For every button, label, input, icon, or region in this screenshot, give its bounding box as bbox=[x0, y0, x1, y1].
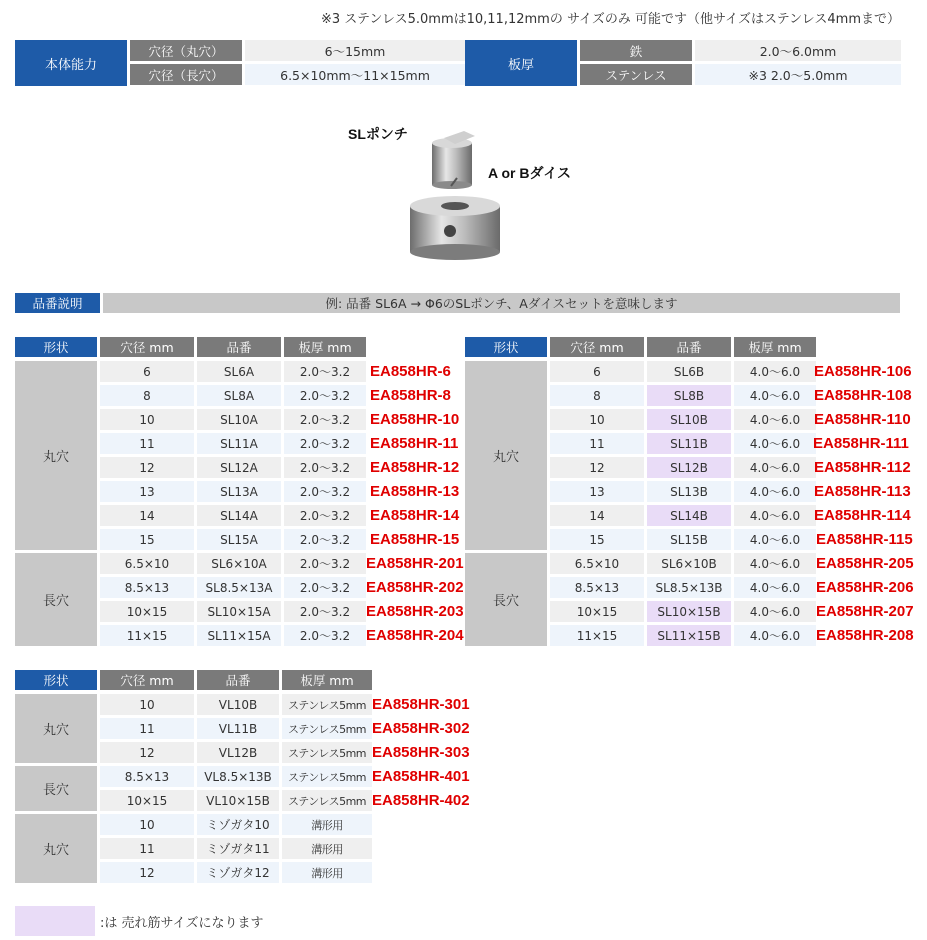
thickness-cell: 2.0〜3.2 bbox=[284, 505, 366, 526]
order-code: EA858HR-6 bbox=[370, 362, 451, 380]
header-part: 品番 bbox=[647, 337, 731, 357]
thickness-cell: 4.0〜6.0 bbox=[734, 457, 816, 478]
size-cell: 10×15 bbox=[550, 601, 644, 622]
order-code: EA858HR-206 bbox=[816, 578, 914, 596]
thickness-cell: 2.0〜3.2 bbox=[284, 433, 366, 454]
size-cell: 10 bbox=[550, 409, 644, 430]
explanation-text: 例: 品番 SL6A → Φ6のSLポンチ、Aダイスセットを意味します bbox=[103, 293, 900, 313]
order-code: EA858HR-303 bbox=[372, 743, 470, 761]
part-number-cell: SL11A bbox=[197, 433, 281, 454]
thickness-cell: 2.0〜3.2 bbox=[284, 577, 366, 598]
part-number-cell: SL10B bbox=[647, 409, 731, 430]
thickness-cell: 4.0〜6.0 bbox=[734, 409, 816, 430]
die-shape bbox=[410, 196, 500, 260]
part-number-cell: SL12B bbox=[647, 457, 731, 478]
shape-cell: 長穴 bbox=[15, 553, 97, 646]
part-number-cell: VL12B bbox=[197, 742, 279, 763]
size-cell: 10 bbox=[100, 694, 194, 715]
top-note: ※3 ステンレス5.0mmは10,11,12mmの サイズのみ 可能です（他サイズはステンレス4mmまで） bbox=[320, 12, 900, 27]
part-number-cell: SL13B bbox=[647, 481, 731, 502]
thickness-cell: 溝形用 bbox=[282, 814, 372, 835]
part-number-cell: SL8.5×13A bbox=[197, 577, 281, 598]
part-number-cell: SL10×15A bbox=[197, 601, 281, 622]
thickness-cell: 2.0〜3.2 bbox=[284, 553, 366, 574]
part-number-cell: SL8A bbox=[197, 385, 281, 406]
capacity-title: 本体能力 bbox=[15, 40, 127, 86]
order-code: EA858HR-110 bbox=[814, 410, 911, 428]
thickness-spec bbox=[465, 40, 901, 86]
part-number-cell: VL11B bbox=[197, 718, 279, 739]
part-number-cell: ミゾガタ10 bbox=[197, 814, 279, 835]
thickness-cell: 2.0〜3.2 bbox=[284, 625, 366, 646]
header-part: 品番 bbox=[197, 337, 281, 357]
size-cell: 11 bbox=[100, 433, 194, 454]
order-code: EA858HR-114 bbox=[814, 506, 911, 524]
order-code: EA858HR-12 bbox=[370, 458, 460, 476]
size-cell: 14 bbox=[550, 505, 644, 526]
header-size: 穴径 mm bbox=[100, 337, 194, 357]
order-code: EA858HR-203 bbox=[366, 602, 464, 620]
thickness-cell: 4.0〜6.0 bbox=[734, 505, 816, 526]
thickness-cell: 4.0〜6.0 bbox=[734, 385, 816, 406]
order-code: EA858HR-15 bbox=[370, 530, 460, 548]
part-number-cell: SL15B bbox=[647, 529, 731, 550]
part-number-cell: SL11×15B bbox=[647, 625, 731, 646]
part-number-cell: SL10×15B bbox=[647, 601, 731, 622]
size-cell: 13 bbox=[550, 481, 644, 502]
order-code: EA858HR-106 bbox=[814, 362, 912, 380]
size-cell: 12 bbox=[550, 457, 644, 478]
thickness-label-stainless: ステンレス bbox=[580, 64, 692, 85]
size-cell: 8 bbox=[550, 385, 644, 406]
size-cell: 11 bbox=[550, 433, 644, 454]
thickness-cell: 2.0〜3.2 bbox=[284, 457, 366, 478]
part-number-cell: SL15A bbox=[197, 529, 281, 550]
popular-size-legend: :は 売れ筋サイズになります bbox=[100, 916, 264, 931]
order-code: EA858HR-115 bbox=[816, 530, 913, 548]
part-number-explanation bbox=[15, 293, 900, 313]
punch-shape bbox=[432, 131, 475, 189]
thickness-cell: 4.0〜6.0 bbox=[734, 361, 816, 382]
part-number-cell: SL8B bbox=[647, 385, 731, 406]
thickness-cell: 4.0〜6.0 bbox=[734, 553, 816, 574]
part-number-cell: VL10×15B bbox=[197, 790, 279, 811]
part-number-cell: SL10A bbox=[197, 409, 281, 430]
part-number-cell: SL13A bbox=[197, 481, 281, 502]
size-cell: 10 bbox=[100, 814, 194, 835]
part-number-cell: SL6A bbox=[197, 361, 281, 382]
thickness-cell: 4.0〜6.0 bbox=[734, 601, 816, 622]
thickness-cell: ステンレス5mm bbox=[282, 790, 372, 811]
size-cell: 11 bbox=[100, 718, 194, 739]
thickness-cell: ステンレス5mm bbox=[282, 766, 372, 787]
capacity-spec bbox=[15, 40, 465, 86]
thickness-cell: ステンレス5mm bbox=[282, 718, 372, 739]
shape-cell: 丸穴 bbox=[15, 814, 97, 883]
order-code: EA858HR-202 bbox=[366, 578, 464, 596]
size-cell: 15 bbox=[550, 529, 644, 550]
part-number-cell: SL14B bbox=[647, 505, 731, 526]
order-code: EA858HR-113 bbox=[814, 482, 911, 500]
order-code: EA858HR-10 bbox=[370, 410, 460, 428]
punch-die-illustration bbox=[340, 118, 600, 268]
header-shape: 形状 bbox=[465, 337, 547, 357]
order-code: EA858HR-13 bbox=[370, 482, 460, 500]
table-a-series bbox=[15, 337, 470, 649]
size-cell: 13 bbox=[100, 481, 194, 502]
size-cell: 12 bbox=[100, 862, 194, 883]
size-cell: 6 bbox=[100, 361, 194, 382]
order-code: EA858HR-207 bbox=[816, 602, 914, 620]
part-number-cell: SL11×15A bbox=[197, 625, 281, 646]
part-number-cell: SL6×10A bbox=[197, 553, 281, 574]
capacity-label-slot: 穴径（長穴） bbox=[130, 64, 242, 85]
order-code: EA858HR-205 bbox=[816, 554, 914, 572]
table-b-series bbox=[465, 337, 920, 649]
header-part: 品番 bbox=[197, 670, 279, 690]
thickness-cell: 2.0〜3.2 bbox=[284, 361, 366, 382]
thickness-value-stainless: ※3 2.0〜5.0mm bbox=[695, 64, 901, 85]
order-code: EA858HR-8 bbox=[370, 386, 451, 404]
thickness-cell: 4.0〜6.0 bbox=[734, 481, 816, 502]
part-number-cell: VL8.5×13B bbox=[197, 766, 279, 787]
capacity-value-slot: 6.5×10mm〜11×15mm bbox=[245, 64, 465, 85]
order-code: EA858HR-204 bbox=[366, 626, 464, 644]
order-code: EA858HR-402 bbox=[372, 791, 470, 809]
order-code: EA858HR-208 bbox=[816, 626, 914, 644]
die-label: A or Bダイス bbox=[488, 165, 572, 181]
table-vl-series bbox=[15, 670, 485, 888]
size-cell: 6 bbox=[550, 361, 644, 382]
header-thickness: 板厚 mm bbox=[284, 337, 366, 357]
size-cell: 6.5×10 bbox=[550, 553, 644, 574]
part-number-cell: SL11B bbox=[647, 433, 731, 454]
order-code: EA858HR-302 bbox=[372, 719, 470, 737]
size-cell: 8.5×13 bbox=[550, 577, 644, 598]
part-number-cell: SL6×10B bbox=[647, 553, 731, 574]
thickness-title: 板厚 bbox=[465, 40, 577, 86]
thickness-cell: 4.0〜6.0 bbox=[734, 577, 816, 598]
header-thickness: 板厚 mm bbox=[734, 337, 816, 357]
shape-cell: 丸穴 bbox=[465, 361, 547, 550]
header-shape: 形状 bbox=[15, 337, 97, 357]
part-number-cell: SL6B bbox=[647, 361, 731, 382]
thickness-cell: 2.0〜3.2 bbox=[284, 601, 366, 622]
thickness-cell: 4.0〜6.0 bbox=[734, 529, 816, 550]
punch-die-diagram bbox=[340, 118, 600, 268]
thickness-cell: ステンレス5mm bbox=[282, 694, 372, 715]
thickness-label-steel: 鉄 bbox=[580, 40, 692, 61]
header-size: 穴径 mm bbox=[100, 670, 194, 690]
shape-cell: 長穴 bbox=[465, 553, 547, 646]
shape-cell: 丸穴 bbox=[15, 361, 97, 550]
capacity-label-round: 穴径（丸穴） bbox=[130, 40, 242, 61]
thickness-cell: 溝形用 bbox=[282, 862, 372, 883]
part-number-cell: SL8.5×13B bbox=[647, 577, 731, 598]
size-cell: 14 bbox=[100, 505, 194, 526]
thickness-cell: 2.0〜3.2 bbox=[284, 385, 366, 406]
thickness-cell: 2.0〜3.2 bbox=[284, 481, 366, 502]
shape-cell: 長穴 bbox=[15, 766, 97, 811]
part-number-cell: SL14A bbox=[197, 505, 281, 526]
size-cell: 11×15 bbox=[550, 625, 644, 646]
size-cell: 6.5×10 bbox=[100, 553, 194, 574]
part-number-cell: ミゾガタ12 bbox=[197, 862, 279, 883]
part-number-cell: ミゾガタ11 bbox=[197, 838, 279, 859]
header-thickness: 板厚 mm bbox=[282, 670, 372, 690]
order-code: EA858HR-108 bbox=[814, 386, 912, 404]
capacity-value-round: 6〜15mm bbox=[245, 40, 465, 61]
popular-size-swatch bbox=[15, 906, 95, 936]
size-cell: 12 bbox=[100, 742, 194, 763]
size-cell: 8.5×13 bbox=[100, 766, 194, 787]
order-code: EA858HR-301 bbox=[372, 695, 470, 713]
part-number-cell: SL12A bbox=[197, 457, 281, 478]
explanation-label: 品番説明 bbox=[15, 293, 100, 313]
order-code: EA858HR-11 bbox=[370, 434, 459, 452]
order-code: EA858HR-112 bbox=[814, 458, 911, 476]
order-code: EA858HR-401 bbox=[372, 767, 470, 785]
order-code: EA858HR-111 bbox=[813, 434, 909, 452]
size-cell: 11×15 bbox=[100, 625, 194, 646]
size-cell: 8 bbox=[100, 385, 194, 406]
thickness-cell: ステンレス5mm bbox=[282, 742, 372, 763]
header-size: 穴径 mm bbox=[550, 337, 644, 357]
size-cell: 15 bbox=[100, 529, 194, 550]
size-cell: 12 bbox=[100, 457, 194, 478]
size-cell: 10 bbox=[100, 409, 194, 430]
thickness-cell: 4.0〜6.0 bbox=[734, 433, 816, 454]
size-cell: 11 bbox=[100, 838, 194, 859]
order-code: EA858HR-201 bbox=[366, 554, 464, 572]
thickness-cell: 溝形用 bbox=[282, 838, 372, 859]
thickness-cell: 2.0〜3.2 bbox=[284, 529, 366, 550]
thickness-value-steel: 2.0〜6.0mm bbox=[695, 40, 901, 61]
size-cell: 8.5×13 bbox=[100, 577, 194, 598]
size-cell: 10×15 bbox=[100, 601, 194, 622]
shape-cell: 丸穴 bbox=[15, 694, 97, 763]
header-shape: 形状 bbox=[15, 670, 97, 690]
thickness-cell: 4.0〜6.0 bbox=[734, 625, 816, 646]
thickness-cell: 2.0〜3.2 bbox=[284, 409, 366, 430]
punch-label: SLポンチ bbox=[348, 126, 408, 142]
order-code: EA858HR-14 bbox=[370, 506, 460, 524]
size-cell: 10×15 bbox=[100, 790, 194, 811]
part-number-cell: VL10B bbox=[197, 694, 279, 715]
